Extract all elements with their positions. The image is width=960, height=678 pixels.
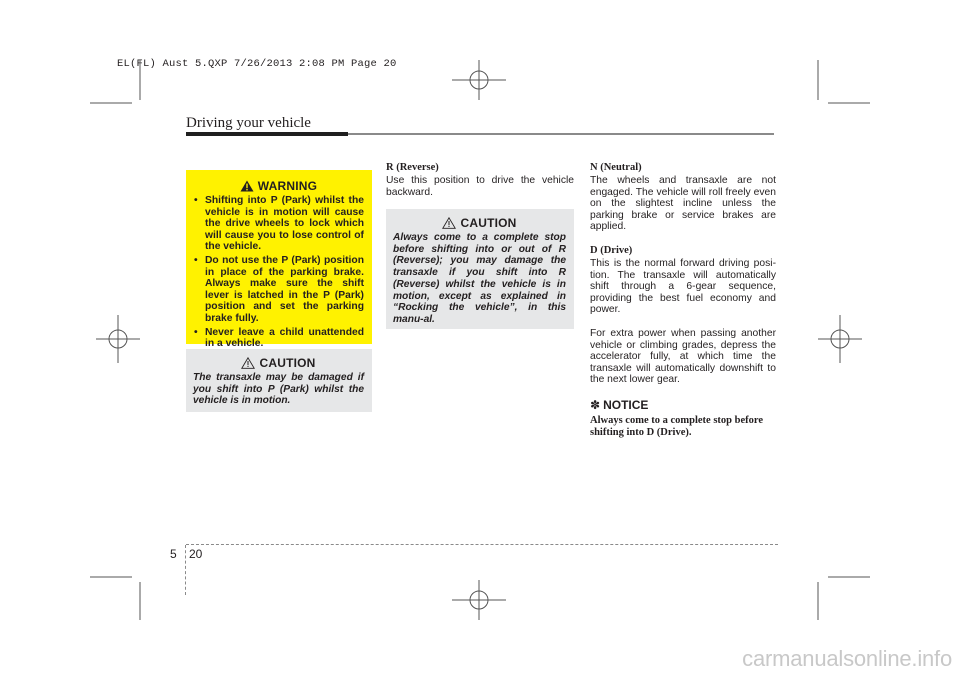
- warning-item-3: • Never leave a child unattended in a vehicle.: [193, 327, 364, 350]
- registration-mark-right: [818, 315, 862, 363]
- notice-title: [590, 398, 776, 412]
- reverse-heading: R (Reverse): [386, 162, 439, 173]
- caution-title: [193, 356, 364, 370]
- page-number: 20: [189, 547, 203, 561]
- registration-mark-left: [96, 315, 140, 363]
- warning-triangle-icon: [240, 180, 254, 192]
- registration-mark-top: [452, 60, 506, 100]
- warning-box: [186, 170, 372, 350]
- section-header-title: Driving your vehicle: [186, 115, 311, 131]
- notice-text: Always come to a complete stop before shifting into D (Drive).: [590, 414, 764, 438]
- warning-item-2: • Do not use the P (Park) position in place of the parking brake. Always make sure the shift lever is latched in the P (Park) position and set the parking brake fully.: [193, 255, 364, 325]
- column-right: [590, 162, 776, 439]
- caution-title-label: CAUTION: [259, 356, 316, 370]
- drive-text-2: For extra power when passing another vehicle or climbing grades, depress the accelerator fully, at which time the transaxle will automatically downshift to the next lower gear.: [590, 327, 776, 386]
- caution-title-label: CAUTION: [460, 216, 517, 230]
- caution-triangle-icon: [442, 217, 456, 229]
- caution-box-park: [186, 349, 372, 412]
- drive-heading: D (Drive): [590, 244, 633, 256]
- footer-divider: [185, 545, 186, 595]
- caution-text: Always come to a complete stop before shifting into or out of R (Reverse); you may damage the transaxle if you shift into R (Reverse) whilst the vehicle is in motion, except as explained in “Rocking the vehicle”, in this manu-al.: [393, 232, 566, 325]
- notice-title-label: NOTICE: [603, 397, 649, 412]
- column-left: [186, 162, 372, 350]
- header-rule-dark: [186, 132, 348, 136]
- neutral-heading: N (Neutral): [590, 162, 642, 173]
- print-slug: EL(FL) Aust 5.QXP 7/26/2013 2:08 PM Page 20: [117, 58, 397, 70]
- warning-title: [193, 179, 364, 193]
- caution-title: [393, 216, 566, 230]
- header-rule-light: [348, 133, 774, 135]
- watermark: carmanualsonline.info: [742, 646, 952, 671]
- footer-rule: [186, 544, 778, 545]
- column-middle: [386, 162, 574, 210]
- caution-box-reverse: [386, 209, 574, 329]
- section-number: 5: [170, 547, 177, 561]
- warning-list: [193, 195, 364, 350]
- drive-text-1: This is the normal forward driving posi-tion. The transaxle will automatically shift through a 6-gear sequence, providing the best fuel economy and power.: [590, 257, 776, 316]
- warning-title-label: WARNING: [257, 179, 318, 193]
- caution-text: The transaxle may be damaged if you shift into P (Park) whilst the vehicle is in motion.: [193, 372, 364, 407]
- caution-triangle-icon: [241, 357, 255, 369]
- neutral-text: The wheels and transaxle are not engaged. The vehicle will roll freely even on the slightest incline unless the parking brake or service brakes are applied.: [590, 175, 776, 233]
- registration-mark-bottom: [452, 580, 506, 620]
- reverse-text: Use this position to drive the vehicle backward.: [386, 175, 574, 198]
- warning-item-1: • Shifting into P (Park) whilst the vehicle is in motion will cause the drive wheels to lock which will cause you to lose control of the vehicle.: [193, 195, 364, 253]
- notice-star-icon: ✽: [590, 397, 601, 412]
